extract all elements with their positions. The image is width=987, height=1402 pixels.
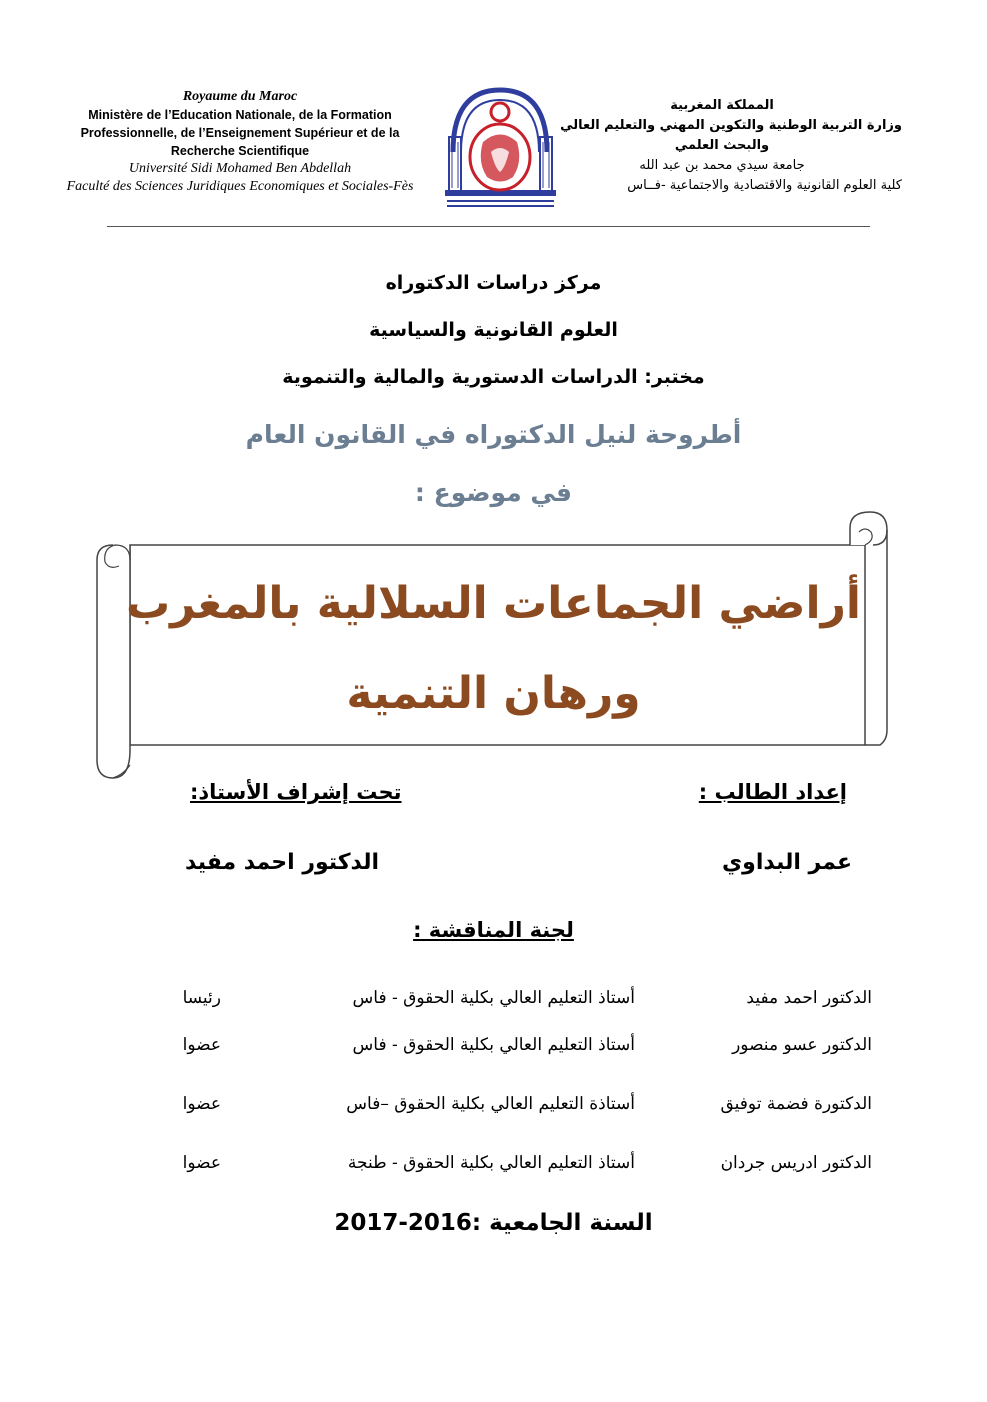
title-scroll-banner <box>95 510 890 782</box>
committee-row <box>0 1094 987 1122</box>
thesis-title-line-1: أراضي الجماعات السلالية بالمغرب <box>125 578 862 629</box>
university-text: جامعة سيدي محمد بن عبد الله <box>639 158 805 173</box>
member-role: عضوا <box>182 1035 221 1055</box>
ministere-line-3: Recherche Scientifique <box>170 144 310 158</box>
committee-row <box>0 1035 987 1063</box>
header-divider <box>107 226 870 227</box>
program: العلوم القانونية والسياسية <box>369 319 618 341</box>
kingdom-text: المملكة المغربية <box>670 98 774 113</box>
ministere-line-2: Professionnelle, de l’Enseignement Supérieur et de la <box>80 126 400 140</box>
student-name: عمر البداوي <box>722 850 852 875</box>
faculte-text: Faculté des Sciences Juridiques Economiques et Sociales-Fès <box>66 179 414 194</box>
thesis-label: أطروحة لنيل الدكتوراه في القانون العام <box>245 420 742 449</box>
member-title: أستاذ التعليم العالي بكلية الحقوق - طنجة <box>347 1153 635 1173</box>
member-name: الدكتور احمد مفيد <box>746 988 872 1008</box>
member-role: رئيسا <box>182 988 221 1008</box>
committee-label-wrapper <box>0 918 987 942</box>
committee-label: لجنة المناقشة : <box>413 918 574 942</box>
thesis-title-line-2: ورهان التنمية <box>346 668 641 719</box>
academic-year: السنة الجامعية :2016-2017 <box>334 1210 653 1236</box>
university-seal-icon <box>443 82 558 212</box>
header-french <box>55 88 425 196</box>
committee-row <box>0 1153 987 1181</box>
royaume-text: Royaume du Maroc <box>182 89 298 104</box>
topic-label: في موضوع : <box>414 478 573 507</box>
doctoral-center: مركز دراسات الدكتوراه <box>385 272 602 294</box>
member-title: أستاذ التعليم العالي بكلية الحقوق - فاس <box>352 988 635 1008</box>
supervisor-label: تحت إشراف الأستاذ: <box>190 780 402 804</box>
faculty-text: كلية العلوم القانونية والاقتصادية والاجتماعية -فــاس <box>627 178 902 193</box>
student-label: إعداد الطالب : <box>698 780 847 804</box>
member-name: الدكتور عسو منصور <box>732 1035 872 1055</box>
member-title: أستاذة التعليم العالي بكلية الحقوق –فاس <box>346 1094 635 1114</box>
universite-text: Université Sidi Mohamed Ben Abdellah <box>128 161 352 176</box>
committee-row <box>0 988 987 1016</box>
member-title: أستاذ التعليم العالي بكلية الحقوق - فاس <box>352 1035 635 1055</box>
ministry-line-2: والبحث العلمي <box>674 138 770 153</box>
member-role: عضوا <box>182 1094 221 1114</box>
ministere-line-1: Ministère de l’Education Nationale, de la Formation <box>88 108 392 122</box>
member-name: الدكتور ادريس جردان <box>720 1153 872 1173</box>
header-arabic <box>542 96 902 196</box>
member-name: الدكتورة فضمة توفيق <box>720 1094 872 1114</box>
ministry-line-1: وزارة التربية الوطنية والتكوين المهني والتعليم العالي <box>560 118 902 133</box>
laboratory: مختبر: الدراسات الدستورية والمالية والتنموية <box>282 366 705 388</box>
member-role: عضوا <box>182 1153 221 1173</box>
supervisor-name: الدكتور احمد مفيد <box>185 850 380 875</box>
